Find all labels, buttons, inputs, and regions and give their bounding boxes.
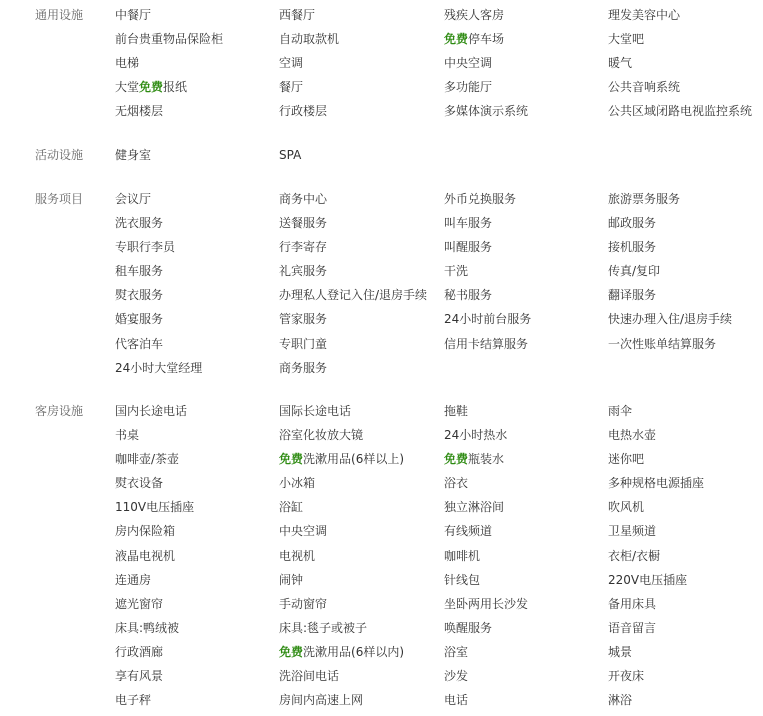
facility-item-label: 健身室: [115, 148, 152, 162]
facility-item: [444, 332, 528, 356]
facility-item: [608, 544, 660, 568]
facility-item: [608, 447, 644, 471]
facility-item-label: 24小时大堂经理: [115, 360, 203, 375]
facility-item: [115, 399, 187, 423]
facility-item-label: 手动窗帘: [279, 596, 328, 611]
facility-item: [608, 616, 656, 640]
facility-item: [444, 51, 492, 75]
facility-item-label: 旅游票务服务: [608, 192, 681, 206]
facility-item: [115, 283, 163, 307]
facility-item-label: 公共音响系统: [608, 80, 681, 95]
facility-item-label: 行李寄存: [279, 240, 328, 255]
facility-item-label: 办理私人登记入住/退房手续: [279, 288, 428, 303]
facility-item: [608, 399, 632, 423]
facility-item-label: 婚宴服务: [115, 312, 164, 327]
facility-item: [608, 187, 680, 211]
facility-item: [444, 616, 492, 640]
facility-item-label: 送餐服务: [279, 216, 328, 231]
facility-item-label: 前台贵重物品保险柜: [115, 32, 224, 47]
facility-item: [444, 307, 531, 331]
facility-item-label: 房间内高速上网: [279, 693, 364, 708]
facility-item: [115, 75, 187, 99]
facility-item-label: 中央空调: [444, 56, 493, 71]
facility-item: [115, 27, 223, 51]
facility-item-label: 无烟楼层: [115, 104, 164, 119]
facility-item: [608, 688, 632, 712]
facility-item-label: 独立淋浴间: [444, 500, 505, 515]
facility-item-label: 报纸: [163, 80, 188, 95]
facility-item: [115, 307, 163, 331]
facility-item-label: 雨伞: [608, 404, 633, 418]
facility-item-label: 开夜床: [608, 669, 645, 684]
free-badge: 免费: [444, 452, 469, 467]
facility-item-label: 110V电压插座: [115, 500, 195, 515]
free-badge: 免费: [139, 80, 164, 95]
facility-item-label: 电话: [444, 693, 469, 708]
facility-item-label: 中餐厅: [115, 8, 152, 22]
facility-item-label: 接机服务: [608, 240, 657, 255]
facility-item-label: 国际长途电话: [279, 404, 352, 418]
facility-item-label: 备用床具: [608, 596, 657, 611]
facility-item: [279, 187, 327, 211]
facility-item-label: 唤醒服务: [444, 620, 493, 635]
facility-item: [608, 235, 656, 259]
facility-item: [608, 519, 656, 543]
facility-item: [444, 211, 492, 235]
facility-item: [279, 259, 327, 283]
facility-item: [115, 568, 151, 592]
facility-item-label: 咖啡壶/茶壶: [115, 452, 180, 467]
facility-item-label: 瓶装水: [468, 452, 505, 467]
free-badge: 免费: [444, 32, 469, 47]
facility-item: [115, 235, 175, 259]
facility-item-label: 残疾人客房: [444, 8, 505, 22]
facility-item-label: 餐厅: [279, 80, 304, 95]
facility-item-label: 24小时热水: [444, 428, 508, 443]
facility-item: [115, 3, 151, 27]
facility-item-label: 快速办理入住/退房手续: [608, 312, 733, 327]
facility-item-label: 洗衣服务: [115, 216, 164, 231]
facility-item: [444, 423, 507, 447]
facility-item: [444, 27, 504, 51]
facility-item: [115, 544, 175, 568]
facility-item-label: 行政楼层: [279, 104, 328, 119]
section-label: 通用设施: [35, 8, 84, 22]
facility-item-label: 24小时前台服务: [444, 312, 532, 327]
facility-item-label: 针线包: [444, 572, 481, 587]
facility-item: [279, 3, 315, 27]
facility-item-label: 迷你吧: [608, 452, 645, 467]
facility-item: [608, 283, 656, 307]
facility-item: [279, 471, 315, 495]
facility-item-label: 信用卡结算服务: [444, 336, 529, 351]
facility-item-label: 电热水壶: [608, 428, 657, 443]
facility-item: [279, 307, 327, 331]
facility-item-label: 外币兑换服务: [444, 192, 517, 206]
facility-item: [279, 27, 339, 51]
facility-item-label: 一次性账单结算服务: [608, 336, 717, 351]
facility-item: [115, 51, 139, 75]
facility-item-label: 公共区域闭路电视监控系统: [608, 104, 753, 119]
facility-item: [279, 592, 327, 616]
facility-item: [279, 640, 404, 664]
facility-item: [115, 688, 151, 712]
facility-item: [279, 423, 363, 447]
facility-item: [115, 447, 179, 471]
facility-item-label: 行政酒廊: [115, 644, 164, 659]
facility-item: [444, 664, 468, 688]
facility-item-label: 商务中心: [279, 192, 328, 206]
facility-item-label: 大堂吧: [608, 32, 645, 47]
facility-item: [608, 495, 644, 519]
facility-item-label: 小冰箱: [279, 476, 316, 491]
facility-item: [115, 495, 194, 519]
facility-item: [279, 519, 327, 543]
facility-item: [444, 447, 504, 471]
facility-item: [608, 3, 680, 27]
facility-item: [115, 259, 163, 283]
facility-item-label: 衣柜/衣橱: [608, 548, 661, 563]
facility-item-label: 220V电压插座: [608, 572, 688, 587]
facility-item-label: 洗浴间电话: [279, 669, 340, 684]
facility-item-label: 拖鞋: [444, 404, 469, 418]
facility-item-label: 邮政服务: [608, 216, 657, 231]
facility-item-label: 中央空调: [279, 524, 328, 539]
facility-item-label: 坐卧两用长沙发: [444, 596, 529, 611]
facility-item: [279, 283, 427, 307]
facility-item-label: 西餐厅: [279, 8, 316, 22]
facility-item: [115, 356, 202, 380]
facility-item-label: 干洗: [444, 264, 469, 279]
facility-item-label: 停车场: [468, 32, 505, 47]
facility-item: [608, 211, 656, 235]
section-label: 活动设施: [35, 148, 84, 162]
facility-item-label: 国内长途电话: [115, 404, 188, 418]
facility-item: [444, 3, 504, 27]
facility-item: [444, 592, 528, 616]
facility-item: [115, 99, 163, 123]
facility-item-label: 吹风机: [608, 500, 645, 515]
facility-item: [115, 616, 179, 640]
facility-item-label: 床具:毯子或被子: [279, 620, 368, 635]
facility-item-label: 享有风景: [115, 669, 164, 684]
facility-item: [279, 332, 327, 356]
facility-item: [444, 235, 492, 259]
facility-item-label: 电视机: [279, 548, 316, 563]
facility-item: [115, 143, 151, 167]
facility-item-label: 理发美容中心: [608, 8, 681, 22]
facility-item: [608, 75, 680, 99]
facility-item-label: 代客泊车: [115, 336, 164, 351]
facility-item: [279, 235, 327, 259]
facility-item-label: 浴室: [444, 644, 469, 659]
facility-item: [279, 568, 303, 592]
facility-item: [444, 259, 468, 283]
facility-item: [608, 664, 644, 688]
facility-item: [444, 399, 468, 423]
facility-item-label: 叫醒服务: [444, 240, 493, 255]
facility-item: [444, 519, 492, 543]
facility-item: [279, 211, 327, 235]
facility-item-label: 淋浴: [608, 693, 633, 708]
facility-item-label: 浴缸: [279, 500, 304, 515]
facility-item: [279, 495, 303, 519]
facility-item: [279, 75, 303, 99]
facility-item: [608, 471, 704, 495]
facility-item-label: 闹钟: [279, 572, 304, 587]
facility-item-label: 洗漱用品(6样以上): [303, 452, 405, 467]
facility-item: [608, 640, 632, 664]
section-label: 客房设施: [35, 404, 84, 418]
facility-item-label: 房内保险箱: [115, 524, 176, 539]
facility-item-label: 遮光窗帘: [115, 596, 164, 611]
facility-item-label: 多种规格电源插座: [608, 476, 705, 491]
facility-item: [115, 640, 163, 664]
facility-item-label: 会议厅: [115, 192, 152, 206]
section-label: 服务项目: [35, 192, 84, 206]
facility-item-label: 管家服务: [279, 312, 328, 327]
facility-item-label: 洗漱用品(6样以内): [303, 644, 405, 659]
facility-item: [279, 356, 327, 380]
facility-item: [444, 75, 492, 99]
facility-item-label: 电梯: [115, 56, 140, 71]
facility-item: [279, 544, 315, 568]
facility-item-label: 商务服务: [279, 360, 328, 375]
facility-item-label: 自动取款机: [279, 32, 340, 47]
facility-item: [608, 99, 752, 123]
facility-item: [279, 51, 303, 75]
facility-item-label: 床具:鸭绒被: [115, 620, 180, 635]
facility-item-label: 沙发: [444, 669, 469, 684]
facility-item: [115, 423, 139, 447]
free-badge: 免费: [279, 644, 304, 659]
facility-item: [608, 307, 732, 331]
facility-item-label: 叫车服务: [444, 216, 493, 231]
facility-item-label: 浴衣: [444, 476, 469, 491]
facility-item-label: 连通房: [115, 572, 152, 587]
facility-item: [608, 423, 656, 447]
facility-item: [444, 688, 468, 712]
facility-item-label: 租车服务: [115, 264, 164, 279]
facility-item-label: 语音留言: [608, 620, 657, 635]
free-badge: 免费: [279, 452, 304, 467]
facility-item-label: 电子秤: [115, 693, 152, 708]
facility-item: [115, 187, 151, 211]
facility-item: [444, 187, 516, 211]
facility-item-label: 礼宾服务: [279, 264, 328, 279]
facility-item: [115, 471, 163, 495]
facility-item: [279, 616, 367, 640]
facility-item-label: 书桌: [115, 428, 140, 443]
facility-item: [608, 592, 656, 616]
facility-item: [608, 259, 660, 283]
facility-item-label: 翻译服务: [608, 288, 657, 303]
facility-item-label: 浴室化妆放大镜: [279, 428, 364, 443]
facility-item-prefix: 大堂: [115, 80, 140, 95]
facility-item: [608, 568, 687, 592]
facility-item: [444, 471, 468, 495]
facility-item: [444, 495, 504, 519]
facility-item: [608, 27, 644, 51]
facility-item: [444, 283, 492, 307]
facility-item-label: 熨衣服务: [115, 288, 164, 303]
facility-item: [279, 447, 404, 471]
facility-item: [115, 592, 163, 616]
facility-item-label: 秘书服务: [444, 288, 493, 303]
facility-item: [115, 664, 163, 688]
facility-item: [444, 640, 468, 664]
facility-item: [608, 332, 716, 356]
facility-item-label: 熨衣设备: [115, 476, 164, 491]
facility-item: [608, 51, 632, 75]
facility-item-label: SPA: [279, 148, 302, 162]
facility-item: [444, 568, 480, 592]
facility-item: [279, 399, 351, 423]
facility-item: [279, 688, 363, 712]
facility-item: [115, 519, 175, 543]
facility-item-label: 多功能厅: [444, 80, 493, 95]
facility-item-label: 咖啡机: [444, 548, 481, 563]
facility-item: [279, 664, 339, 688]
facility-item: [279, 99, 327, 123]
facility-item-label: 专职行李员: [115, 240, 176, 255]
facility-item-label: 城景: [608, 644, 633, 659]
facility-item-label: 卫星频道: [608, 524, 657, 539]
facility-item-label: 液晶电视机: [115, 548, 176, 563]
facility-item: [444, 544, 480, 568]
facility-item-label: 传真/复印: [608, 264, 661, 279]
facility-item-label: 专职门童: [279, 336, 328, 351]
facility-item-label: 暖气: [608, 56, 633, 71]
facility-item-label: 有线频道: [444, 524, 493, 539]
facility-item: [279, 143, 301, 167]
facility-item-label: 多媒体演示系统: [444, 104, 529, 119]
facility-item: [115, 211, 163, 235]
facility-item-label: 空调: [279, 56, 304, 71]
facility-item: [444, 99, 528, 123]
facility-item: [115, 332, 163, 356]
